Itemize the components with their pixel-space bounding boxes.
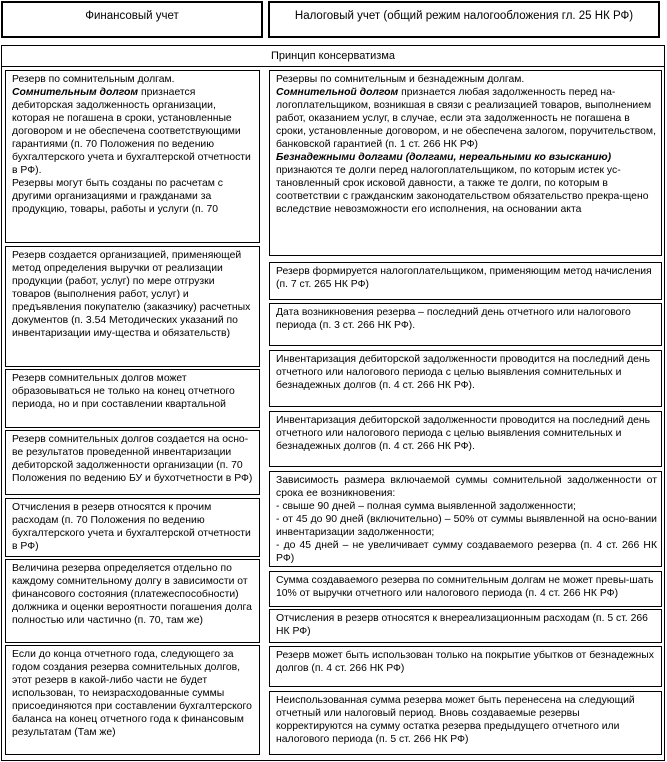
right-cell-2: Резерв формируется налогоплательщиком, применяющим метод начисления (п. 7 ст. 265 НК РФ) bbox=[269, 262, 662, 300]
right-cell-1-title: Резервы по сомнительным и безнадежным долгам. bbox=[276, 74, 525, 85]
left-cell-1-definition: Сомнительным долгом признается дебиторская задолженность организации, которая не погашена в сроки, установленные договором и не обеспечена соответствующими гарантиями (п. 70 Положения по ведению бухгалтерского учета и бухгалтерской отчетности в РФ). bbox=[12, 87, 251, 176]
right-cell-6: Зависимость размера включаемой суммы сомнительной задолженности от срока ее возникновения: - свыше 90 дней – полная сумма выявленной задолженности; - от 45 до 90 дней (включительно) – 50% от суммы выявленной на осно-вании инвентаризации задолженности; - до 45 дней – не увеличивает сумму создаваемого резерва (п. 4 ст. 266 НК РФ) bbox=[269, 471, 662, 567]
header-right-label: Налоговый учет (общий режим налогообложения гл. 25 НК РФ) bbox=[294, 10, 634, 22]
right-cell-1 bbox=[269, 70, 662, 256]
left-cell-6: Величина резерва определяется отдельно по каждому сомнительному долгу в зависимости от финансового состояния (платежеспособности) должника и оценки вероятности погашения долга полностью или частично (п. 70, там же) bbox=[5, 559, 260, 643]
right-cell-5: Инвентаризация дебиторской задолженности проводится на последний день отчетного или налогового периода с целью выявления сомнительных и безнадежных долгов (п. 4 ст. 266 НК РФ). bbox=[269, 411, 662, 467]
right-cell-4: Инвентаризация дебиторской задолженности проводится на последний день отчетного или налогового периода с целью выявления сомнительных и безнадежных долгов (п. 4 ст. 266 НК РФ). bbox=[269, 350, 662, 407]
left-cell-3: Резерв сомнительных долгов может образовываться не только на конец отчетного периода, но и при составлении квартальной bbox=[5, 369, 260, 428]
principle-row: Принцип консерватизма bbox=[2, 46, 664, 67]
left-cell-4: Резерв сомнительных долгов создается на осно-ве результатов проведенной инвентаризации дебиторской задолженности организации (п. 70 Положения по ведению БУ и бухотчетности в РФ) bbox=[5, 430, 260, 495]
right-cell-3: Дата возникновения резерва – последний день отчетного или налогового периода (п. 3 ст. 266 НК РФ). bbox=[269, 303, 662, 346]
left-cell-1-title: Резерв по сомнительным долгам. bbox=[12, 74, 175, 85]
left-cell-5: Отчисления в резерв относятся к прочим расходам (п. 70 Положения по ведению бухгалтерского учета и бухгалтерской отчетности в РФ) bbox=[5, 498, 260, 557]
term-bad-debt: Безнадежными долгами (долгами, нереальными ко взысканию) bbox=[276, 152, 612, 163]
right-cell-1-definition: Сомнительной долгом признается любая задолженность перед на-логоплательщиком, возникшая в связи с реализацией товаров, выполнением работ, оказанием услуг, в случае, если эта задолженность не погашена в сроки, установленные договором, и не обеспечена залогом, поручительством, банковской гарантией (п. 1 ст. 266 НК РФ) bbox=[276, 87, 656, 150]
left-cell-1-note: Резервы могут быть созданы по расчетам с другими организациями и гражданами за продукцию, товары, работы и услуги (п. 70 bbox=[12, 178, 224, 215]
right-cell-10: Неиспользованная сумма резерва может быть перенесена на следующий отчетный или налоговый период. Вновь создаваемые резервы корректируются на сумму остатка резерва предыдущего отчетного или налогового периода (п. 5 ст. 266 НК РФ) bbox=[269, 691, 662, 755]
right-cell-1-bad-debt: Безнадежными долгами (долгами, нереальными ко взысканию) признаются те долги перед налогоплательщиком, по которым истек ус-тановленный срок исковой давности, а также те долги, по которым в соответствии с гражданским законодательством обязательство прекра-щено вследствие невозможности его исполнения, на основании акта bbox=[276, 152, 649, 215]
right-cell-7: Сумма создаваемого резерва по сомнительным долгам не может превы-шать 10% от выручки отчетного или налогового периода (п. 4 ст. 266 НК РФ) bbox=[269, 571, 662, 607]
header-tax-accounting bbox=[268, 1, 660, 38]
left-cell-2: Резерв создается организацией, применяющей метод определения выручки от реализации продукции (работ, услуг) по мере отгрузки товаров (выполнения работ, услуг) и предъявления покупателю (заказчику) расчетных документов (п. 3.54 Методических указаний по инвентаризации иму-щества и обязательств) bbox=[5, 246, 260, 367]
right-cell-9: Резерв может быть использован только на покрытие убытков от безнадежных долгов (п. 4 ст. 266 НК РФ) bbox=[269, 646, 662, 687]
term-doubtful-debt: Сомнительным долгом bbox=[12, 87, 139, 98]
left-cell-7: Если до конца отчетного года, следующего за годом создания резерва сомнительных долгов, этот резерв в какой-либо части не будет использован, то неизрасходованные суммы присоединяются при составлении бухгалтерского баланса на конец отчетного года к финансовым результатам (Там же) bbox=[5, 645, 260, 755]
comparison-table bbox=[1, 45, 665, 761]
header-financial-accounting bbox=[1, 1, 263, 38]
right-cell-8: Отчисления в резерв относятся к внереализационным расходам (п. 5 ст. 266 НК РФ) bbox=[269, 609, 662, 643]
term-doubtful-debt-tax: Сомнительной долгом bbox=[276, 87, 399, 98]
left-cell-1 bbox=[5, 70, 260, 243]
header-left-label: Финансовый учет bbox=[85, 10, 179, 22]
